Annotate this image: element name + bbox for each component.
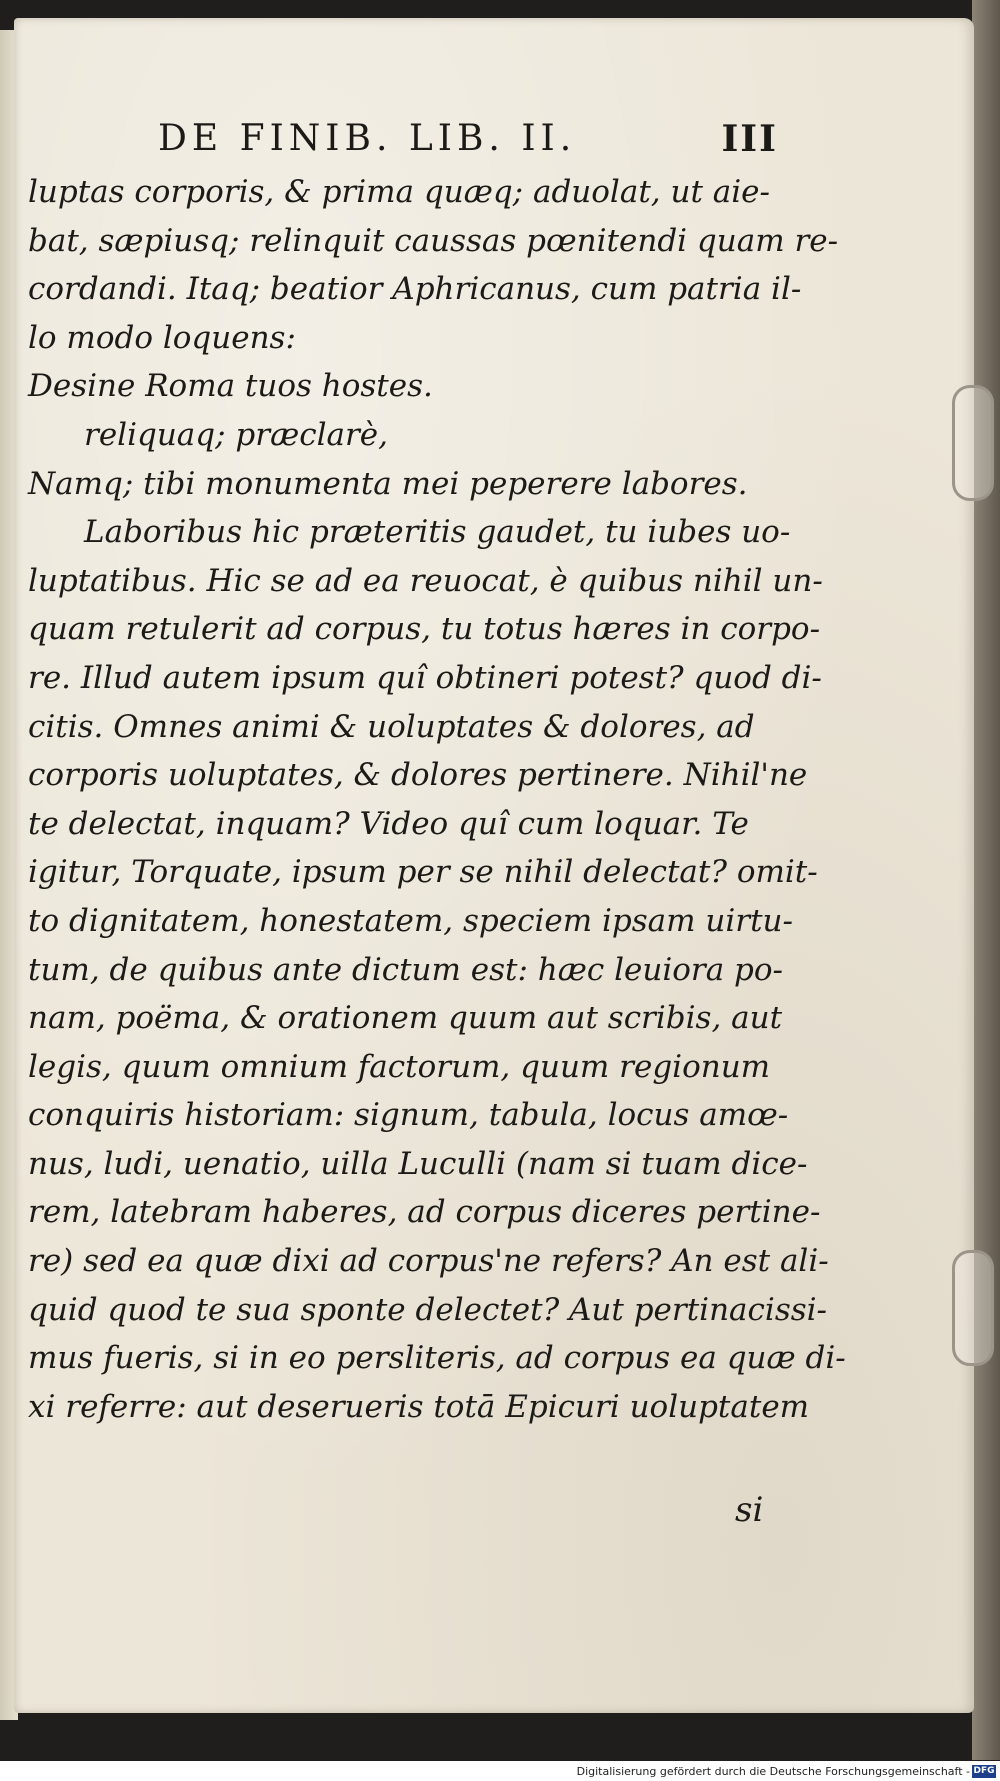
text-line: quam retulerit ad corpus, tu totus hæres in corpo- — [28, 611, 821, 648]
text-line: bat, sæpiusq; relinquit caussas pœnitendi quam re- — [28, 222, 839, 259]
funding-credit: Digitalisierung gefördert durch die Deutsche Forschungsgemeinschaft - — [576, 1765, 970, 1778]
text-line: tum, de quibus ante dictum est: hæc leuiora po- — [28, 951, 784, 988]
book-right-edge — [972, 0, 1000, 1760]
text-line: xi referre: aut deserueris totā Epicuri uoluptatem — [28, 1388, 810, 1425]
verse-line: Namq; tibi monumenta mei peperere labores. — [28, 465, 748, 502]
text-line: corporis uoluptates, & dolores pertinere. Nihil'ne — [28, 757, 808, 794]
text-line: mus fueris, si in eo persliteris, ad corpus ea quæ di- — [28, 1340, 846, 1377]
text-line: legis, quum omnium factorum, quum regionum — [28, 1048, 771, 1085]
folio-number: III — [721, 118, 778, 160]
text-line: luptas corporis, & prima quæq; aduolat, ut aie- — [28, 174, 770, 210]
text-line: nus, ludi, uenatio, uilla Luculli (nam si tuam dice- — [28, 1145, 808, 1182]
text-line: quid quod te sua sponte delectet? Aut pertinacissi- — [28, 1291, 828, 1328]
body-text — [28, 168, 846, 1431]
text-line: rem, latebram haberes, ad corpus diceres pertine- — [28, 1194, 821, 1231]
text-line: te delectat, inquam? Video quî cum loquar. Te — [28, 805, 749, 842]
footer-strip — [0, 1761, 1000, 1781]
text-line: igitur, Torquate, ipsum per se nihil delectat? omit- — [28, 854, 818, 891]
paragraph-start-line: Laboribus hic præteritis gaudet, tu iubes uo- — [84, 514, 791, 551]
running-title: DE FINIB. LIB. II. — [158, 118, 577, 159]
text-line: re. Illud autem ipsum quî obtineri potest? quod di- — [28, 659, 822, 696]
verse-line: reliquaq; præclarè, — [84, 416, 389, 453]
catchword: si — [735, 1490, 764, 1530]
text-line: citis. Omnes animi & uoluptates & dolores, ad — [28, 708, 755, 745]
text-line: cordandi. Itaq; beatior Aphricanus, cum patria il- — [28, 271, 802, 308]
page-clip-bottom — [952, 1250, 994, 1366]
running-head — [158, 118, 778, 168]
text-line: re) sed ea quæ dixi ad corpus'ne refers? An est ali- — [28, 1243, 829, 1280]
verse-line: Desine Roma tuos hostes. — [28, 368, 433, 405]
text-line: nam, poëma, & orationem quum aut scribis, aut — [28, 1000, 783, 1037]
text-line: to dignitatem, honestatem, speciem ipsam uirtu- — [28, 902, 793, 939]
dfg-logo: DFG — [973, 1766, 995, 1776]
text-line: conquiris historiam: signum, tabula, locus amœ- — [28, 1097, 789, 1134]
text-line: lo modo loquens: — [28, 319, 296, 356]
text-line: luptatibus. Hic se ad ea reuocat, è quibus nihil un- — [28, 562, 823, 599]
page-clip-top — [952, 385, 994, 501]
